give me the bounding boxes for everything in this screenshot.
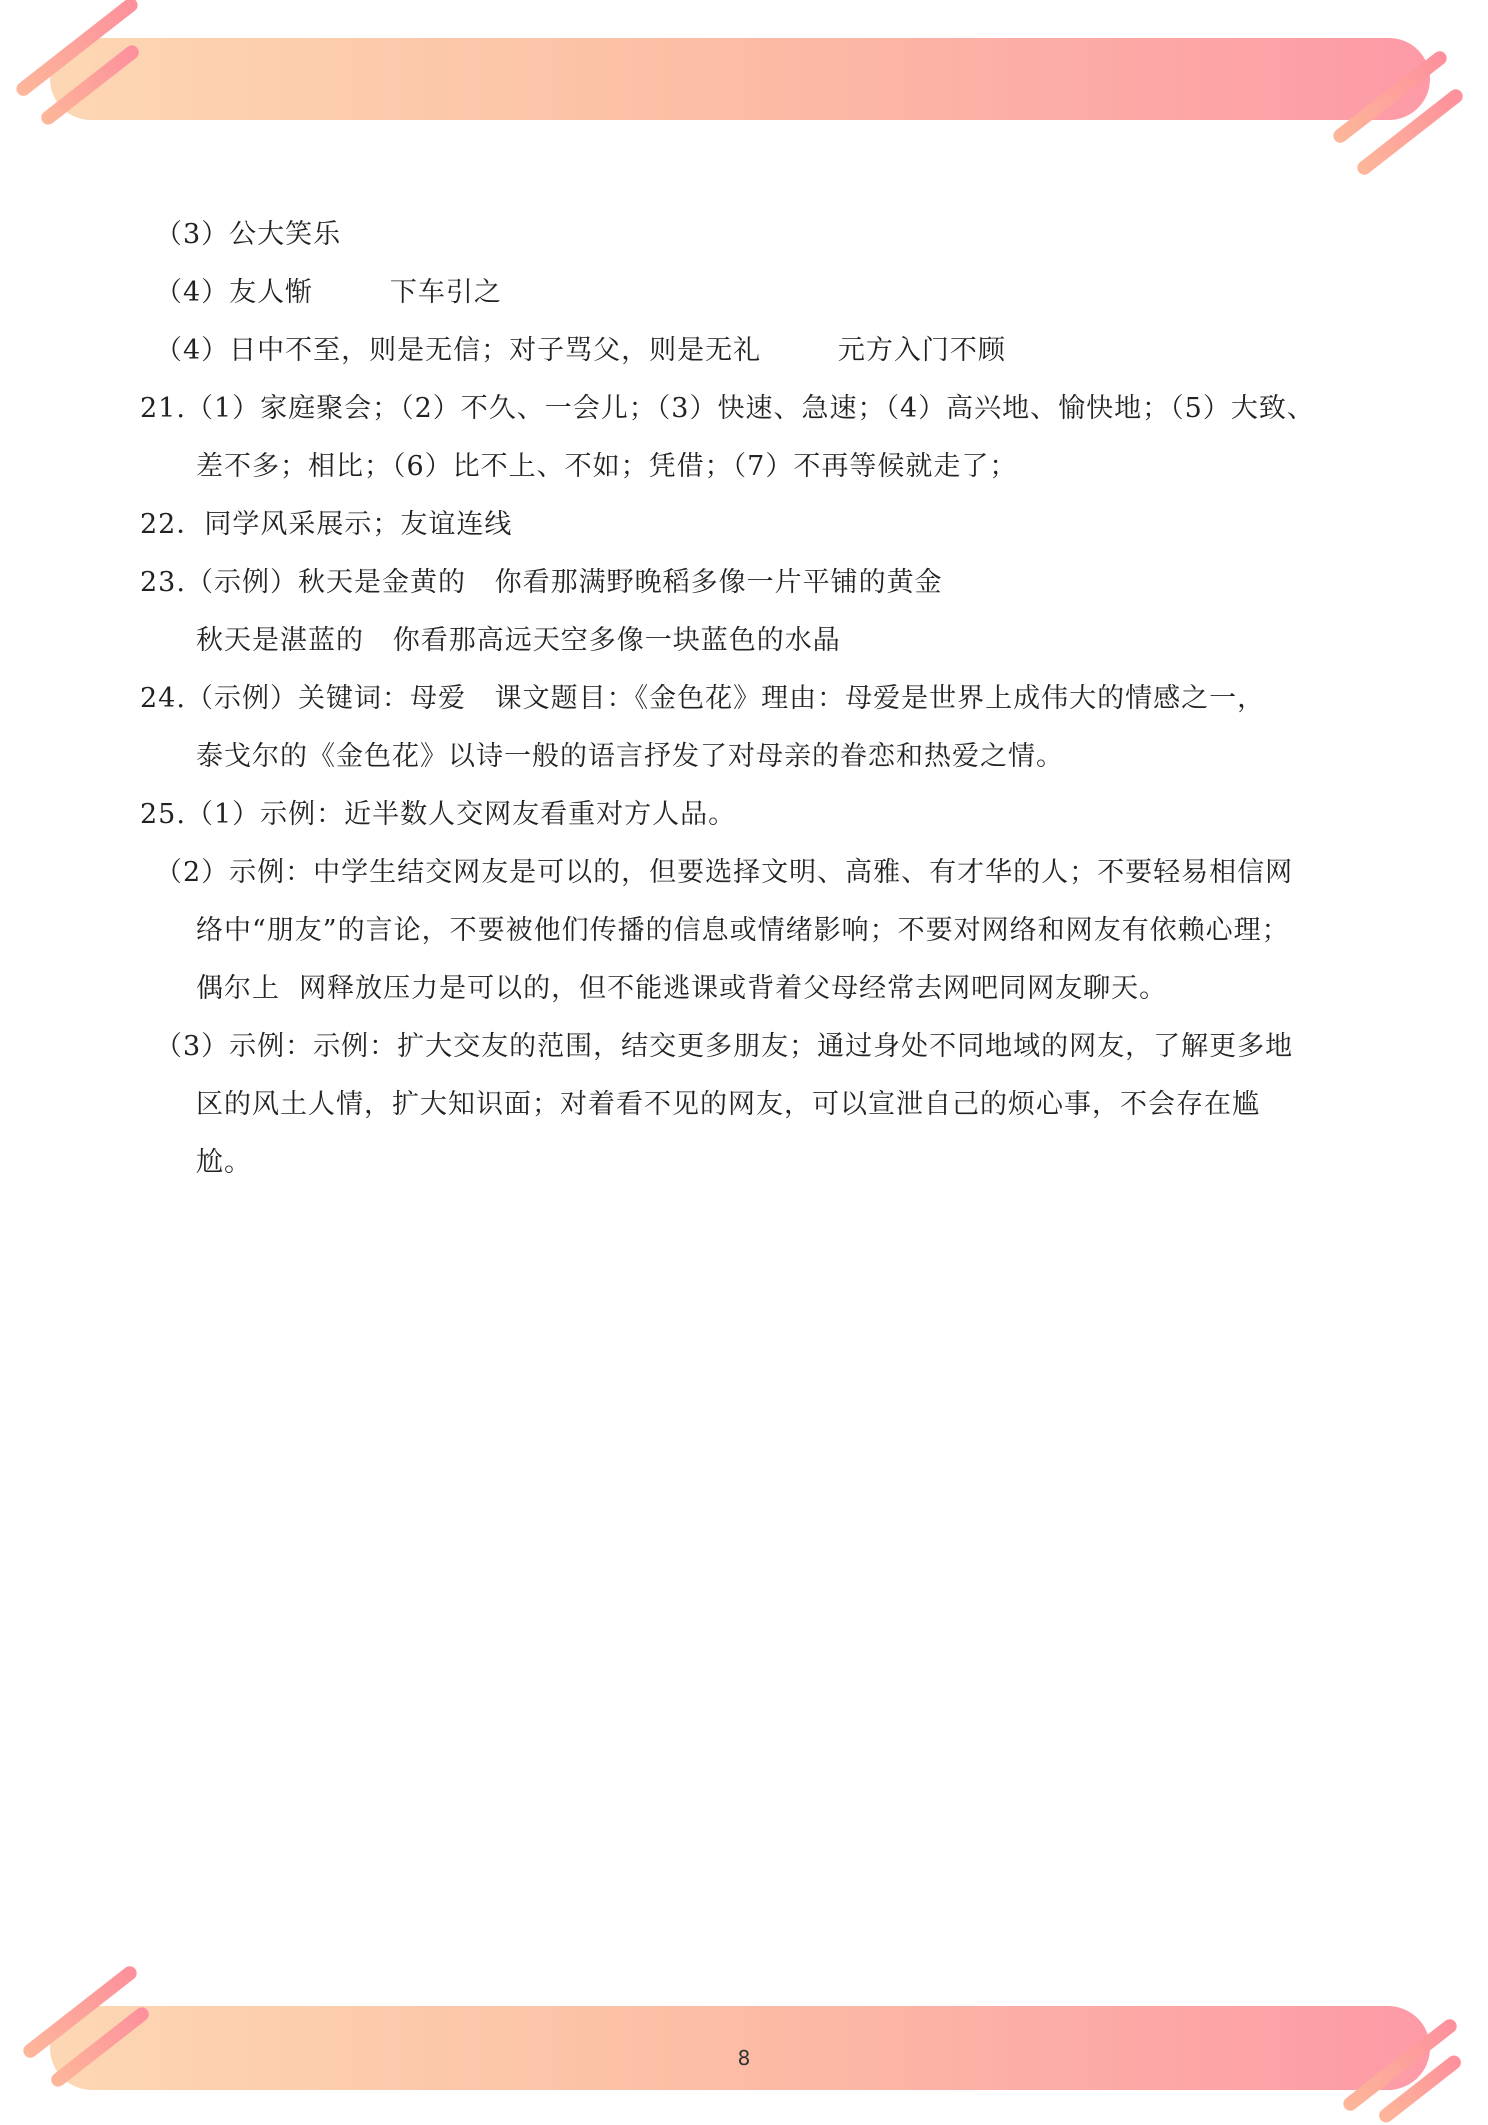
answer-line: 23.（示例）秋天是金黄的 你看那满野晚稻多像一片平铺的黄金 [140,567,943,598]
answer-line: 泰戈尔的《金色花》以诗一般的语言抒发了对母亲的眷恋和热爱之情。 [196,741,1064,772]
answer-line: 22．同学风采展示；友谊连线 [140,509,513,540]
answer-line: 偶尔上 网释放压力是可以的，但不能逃课或背着父母经常去网吧同网友聊天。 [196,973,1168,1004]
answer-line: （4）日中不至，则是无信；对子骂父，则是无礼 元方入门不顾 [155,335,1006,366]
answer-line: （3）示例：示例：扩大交友的范围，结交更多朋友；通过身处不同地域的网友，了解更多地 [155,1031,1294,1062]
answer-line: 21.（1）家庭聚会；（2）不久、一会儿；（3）快速、急速；（4）高兴地、愉快地；（5）大致、 [140,393,1315,424]
answer-line: 区的风土人情，扩大知识面；对着看不见的网友，可以宣泄自己的烦心事，不会存在尴 [196,1089,1260,1120]
page-number: 8 [737,2046,751,2070]
answer-line: （4）友人惭 下车引之 [155,277,502,308]
answer-line: 络中“朋友”的言论，不要被他们传播的信息或情绪影响；不要对网络和网友有依赖心理； [196,915,1290,946]
answer-line: 25.（1）示例：近半数人交网友看重对方人品。 [140,799,737,830]
top-banner [50,38,1430,120]
answer-line: （3）公大笑乐 [155,219,342,250]
answer-line: 秋天是湛蓝的 你看那高远天空多像一块蓝色的水晶 [196,625,841,656]
answer-line: 24.（示例）关键词：母爱 课文题目：《金色花》理由：母爱是世界上成伟大的情感之一， [140,683,1266,714]
answer-line: 尬。 [196,1147,252,1178]
answer-line: （2）示例：中学生结交网友是可以的，但要选择文明、高雅、有才华的人；不要轻易相信网 [155,857,1294,888]
answer-line: 差不多；相比；（6）比不上、不如；凭借；（7）不再等候就走了； [196,451,1018,482]
